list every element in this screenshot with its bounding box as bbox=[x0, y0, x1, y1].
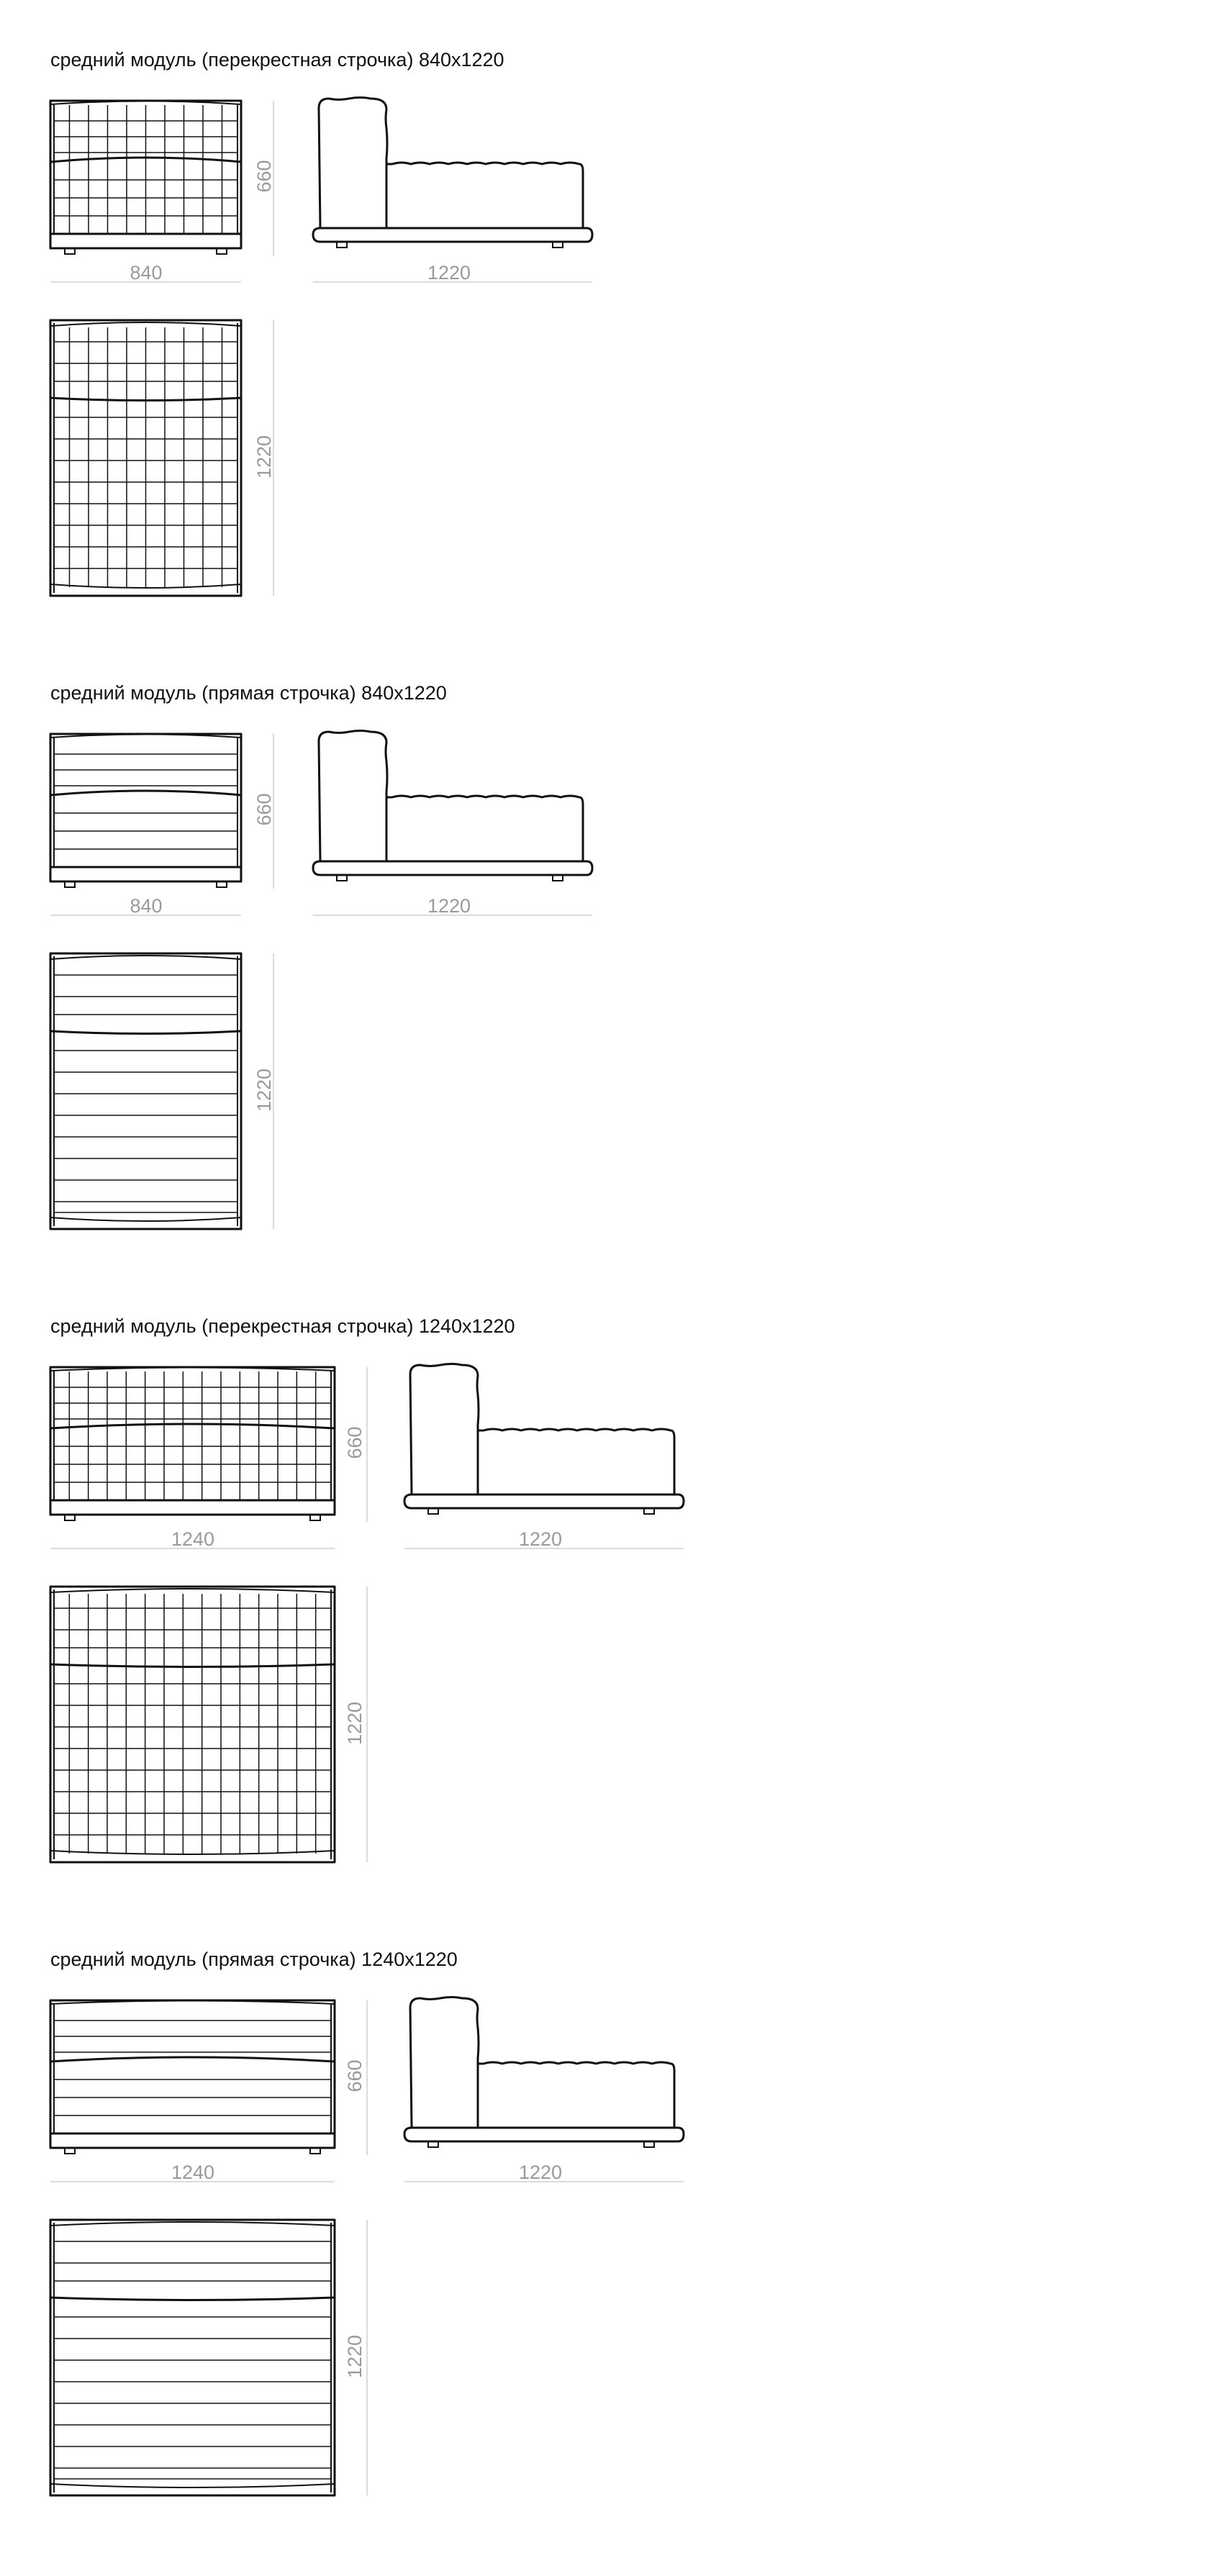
backrest-top-curve bbox=[50, 1589, 335, 1592]
front-height-label: 660 bbox=[344, 2059, 366, 2092]
side-view bbox=[404, 1364, 684, 1549]
top-view bbox=[50, 320, 273, 596]
front-width-label: 840 bbox=[130, 895, 163, 917]
front-height-label: 660 bbox=[253, 160, 275, 193]
module-drawings bbox=[0, 633, 1209, 1266]
top-depth-label: 1220 bbox=[253, 1068, 275, 1112]
module-title: средний модуль (перекрестная строчка) 1240x1220 bbox=[50, 1315, 515, 1337]
seat-front-edge bbox=[50, 2484, 335, 2487]
module-drawings bbox=[0, 1266, 1209, 1900]
top-outline bbox=[50, 2220, 335, 2495]
front-view bbox=[50, 734, 273, 915]
module-section bbox=[0, 1266, 1209, 1900]
seat-front-curve bbox=[50, 1424, 335, 1428]
side-seat-cushion bbox=[386, 796, 583, 861]
side-backrest bbox=[319, 731, 387, 862]
side-base bbox=[313, 228, 592, 242]
seat-front-curve bbox=[50, 2057, 335, 2062]
front-height-label: 660 bbox=[253, 793, 275, 826]
module-section bbox=[0, 0, 1209, 633]
seat-front-edge bbox=[50, 1217, 241, 1221]
module-title: средний модуль (прямая строчка) 840x1220 bbox=[50, 682, 447, 704]
module-section bbox=[0, 1900, 1209, 2533]
backrest-seat-seam bbox=[50, 1664, 335, 1667]
front-height-label: 660 bbox=[344, 1426, 366, 1459]
side-depth-label: 1220 bbox=[518, 2162, 563, 2183]
top-outline bbox=[50, 953, 241, 1229]
front-view bbox=[50, 2000, 367, 2182]
front-width-label: 1240 bbox=[171, 2162, 215, 2183]
module-title: средний модуль (прямая строчка) 1240x1220 bbox=[50, 1949, 458, 1970]
side-backrest bbox=[410, 1364, 479, 1495]
module-drawings bbox=[0, 1900, 1209, 2533]
front-outline bbox=[50, 734, 241, 881]
side-depth-label: 1220 bbox=[518, 1528, 563, 1550]
backrest-seat-seam bbox=[50, 1031, 241, 1034]
side-base bbox=[313, 861, 592, 875]
front-width-label: 840 bbox=[130, 262, 163, 284]
side-base bbox=[404, 2128, 684, 2141]
module-section bbox=[0, 633, 1209, 1266]
side-depth-label: 1220 bbox=[427, 262, 471, 284]
backrest-seat-seam bbox=[50, 2298, 335, 2300]
front-outline bbox=[50, 2000, 335, 2148]
module-title: средний модуль (перекрестная строчка) 840x1220 bbox=[50, 49, 504, 71]
backrest-top-curve bbox=[50, 956, 241, 959]
top-view bbox=[50, 1587, 367, 1862]
top-view bbox=[50, 953, 273, 1229]
top-view bbox=[50, 2220, 367, 2495]
front-width-label: 1240 bbox=[171, 1528, 215, 1550]
seat-front-curve bbox=[50, 791, 241, 795]
seat-front-edge bbox=[50, 1851, 335, 1854]
side-view bbox=[313, 731, 592, 916]
side-view bbox=[404, 1997, 684, 2182]
top-depth-label: 1220 bbox=[344, 2334, 366, 2379]
front-outline bbox=[50, 1367, 335, 1515]
backrest-top-curve bbox=[50, 2222, 335, 2226]
side-view bbox=[313, 98, 592, 283]
side-seat-cushion bbox=[478, 2062, 674, 2128]
side-base bbox=[404, 1495, 684, 1508]
top-depth-label: 1220 bbox=[344, 1701, 366, 1746]
module-drawings bbox=[0, 0, 1209, 633]
front-view bbox=[50, 1367, 367, 1548]
side-backrest bbox=[410, 1997, 479, 2128]
top-depth-label: 1220 bbox=[253, 435, 275, 479]
side-depth-label: 1220 bbox=[427, 895, 471, 917]
top-outline bbox=[50, 1587, 335, 1862]
side-backrest bbox=[319, 98, 387, 229]
side-seat-cushion bbox=[478, 1429, 674, 1495]
front-view bbox=[50, 101, 273, 282]
side-seat-cushion bbox=[386, 163, 583, 228]
backrest-top-curve bbox=[50, 322, 241, 326]
